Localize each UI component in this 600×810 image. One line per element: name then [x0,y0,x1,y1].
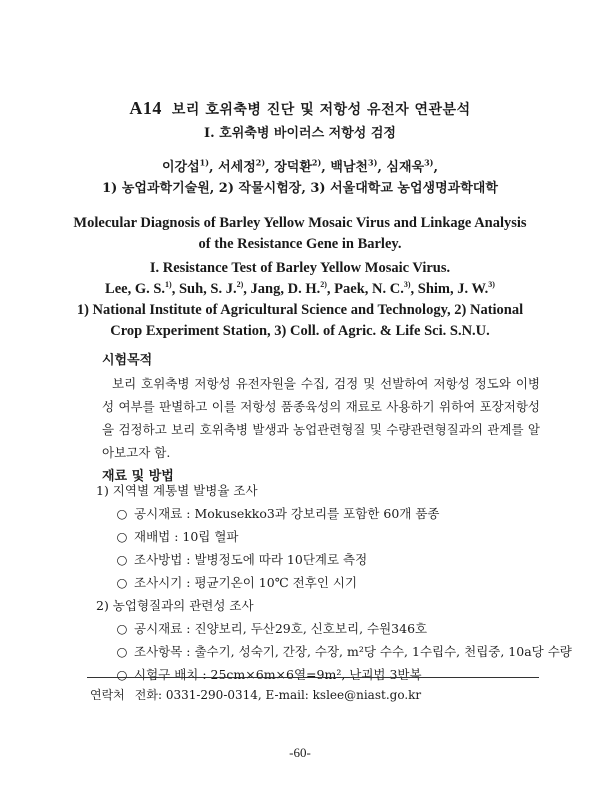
author-en-affil: 2) [320,280,327,290]
list-item-text: 재배법 : 10립 혈파 [134,529,239,544]
author-en-affil: 3) [488,280,495,290]
methods-section-title: 1) 지역별 계통별 발병율 조사 [96,483,258,498]
list-item-text: 조사방법 : 발병정도에 따라 10단계로 측정 [134,552,368,567]
english-title-line1: Molecular Diagnosis of Barley Yellow Mosaic Virus and Linkage Analysis [73,215,527,231]
list-item-text: 조사항목 : 출수기, 성숙기, 간장, 수장, m²당 수수, 1수립수, 천립중, 10a당 수량 [134,644,572,659]
english-title-line2: of the Resistance Gene in Barley. [198,236,402,252]
list-item [96,548,556,571]
purpose-body: 보리 호위축병 저항성 유전자원을 수집, 검정 및 선발하여 저항성 정도와 이병성 여부를 판별하고 이를 저항성 품종육성의 재료로 사용하기 위하여 포장저항성을 검정하고 보리 호위축병 발생과 농업관련형질 및 수량관련형질과의 관계를 알아보고자 함. [102,376,540,460]
author-kr-affil: 1) [199,157,210,168]
bullet-icon: ○ [116,529,128,544]
list-item [96,640,572,663]
korean-title [0,98,600,119]
author-kr: 서세정 [218,160,256,175]
list-item-text: 조사시기 : 평균기온이 10℃ 전후인 시기 [134,575,358,590]
author-en: Paek, N. C. [334,281,404,297]
list-item [96,663,556,686]
korean-subtitle: I. 호위축병 바이러스 저항성 검정 [204,126,396,141]
author-kr-affil: 2) [255,157,266,168]
methods-section-title: 2) 농업형질과의 관련성 조사 [96,598,254,613]
korean-authors: 이강섭$^{1)}$, 서세정$^{2)}$, 장덕환$^{2)}$, 백남천$^{3)}$, 심재욱$^{3)}$, [161,157,438,175]
methods-list [96,479,572,686]
list-item-text: 공시재료 : Mokusekko3과 강보리를 포함한 60개 품종 [134,506,440,521]
author-en-affil: 2) [236,280,244,290]
author-en: Jang, D. H. [250,281,321,297]
author-kr-affil: 3) [368,157,378,168]
korean-affiliations: 1) 농업과학기술원, 2) 작물시험장, 3) 서울대학교 농업생명과학대학 [102,181,498,196]
bullet-icon: ○ [116,621,128,636]
list-item [96,502,556,525]
purpose-heading: 시험목적 [102,353,153,368]
footer-divider [87,677,539,678]
author-kr-affil: 3) [424,157,434,168]
abstract-code: A14 [129,98,162,118]
author-kr-affil: 2) [311,157,322,168]
english-affiliations-line2: Crop Experiment Station, 3) Coll. of Agric. & Life Sci. S.N.U. [110,323,490,339]
english-authors: Lee, G. S.$^{1)}$, Suh, S. J.$^{2)}$, Jang, D. H.$^{2)}$, Paek, N. C.$^{3)}$, Shim, J. W.$^{3)}$ [105,280,495,297]
methods-heading: 재료 및 방법 [102,469,174,484]
bullet-icon: ○ [116,575,128,590]
author-kr: 심재욱 [386,160,425,175]
bullet-icon: ○ [116,667,128,682]
contact-text: 전화: 0331-290-0314, E-mail: kslee@niast.go.kr [134,688,422,702]
author-kr: 이강섭 [161,160,200,175]
english-subtitle: I. Resistance Test of Barley Yellow Mosaic Virus. [149,260,451,276]
author-kr: 백남천 [330,160,368,175]
contact-label: 연락처 [90,688,125,702]
author-en: Lee, G. S. [105,281,166,297]
list-item-text: 공시재료 : 진양보리, 두산29호, 신호보리, 수원346호 [134,621,428,636]
author-en-affil: 1) [165,280,172,290]
author-en: Shim, J. W. [417,281,489,297]
bullet-icon: ○ [116,552,128,567]
list-item [96,525,556,548]
page-number: -60- [289,745,311,760]
contact-info [90,686,421,703]
author-kr: 장덕환 [274,160,312,175]
author-en-affil: 3) [403,280,411,290]
list-item [96,571,556,594]
list-item-text: 시험구 배치 : 25cm×6m×6열=9m², 난괴법 3반복 [134,667,422,682]
list-item [96,617,556,640]
bullet-icon: ○ [116,644,128,659]
english-affiliations-line1: 1) National Institute of Agricultural Science and Technology, 2) National [76,302,524,318]
korean-title-text: 보리 호위축병 진단 및 저항성 유전자 연관분석 [171,102,471,118]
bullet-icon: ○ [116,506,128,521]
author-en: Suh, S. J. [178,281,237,297]
